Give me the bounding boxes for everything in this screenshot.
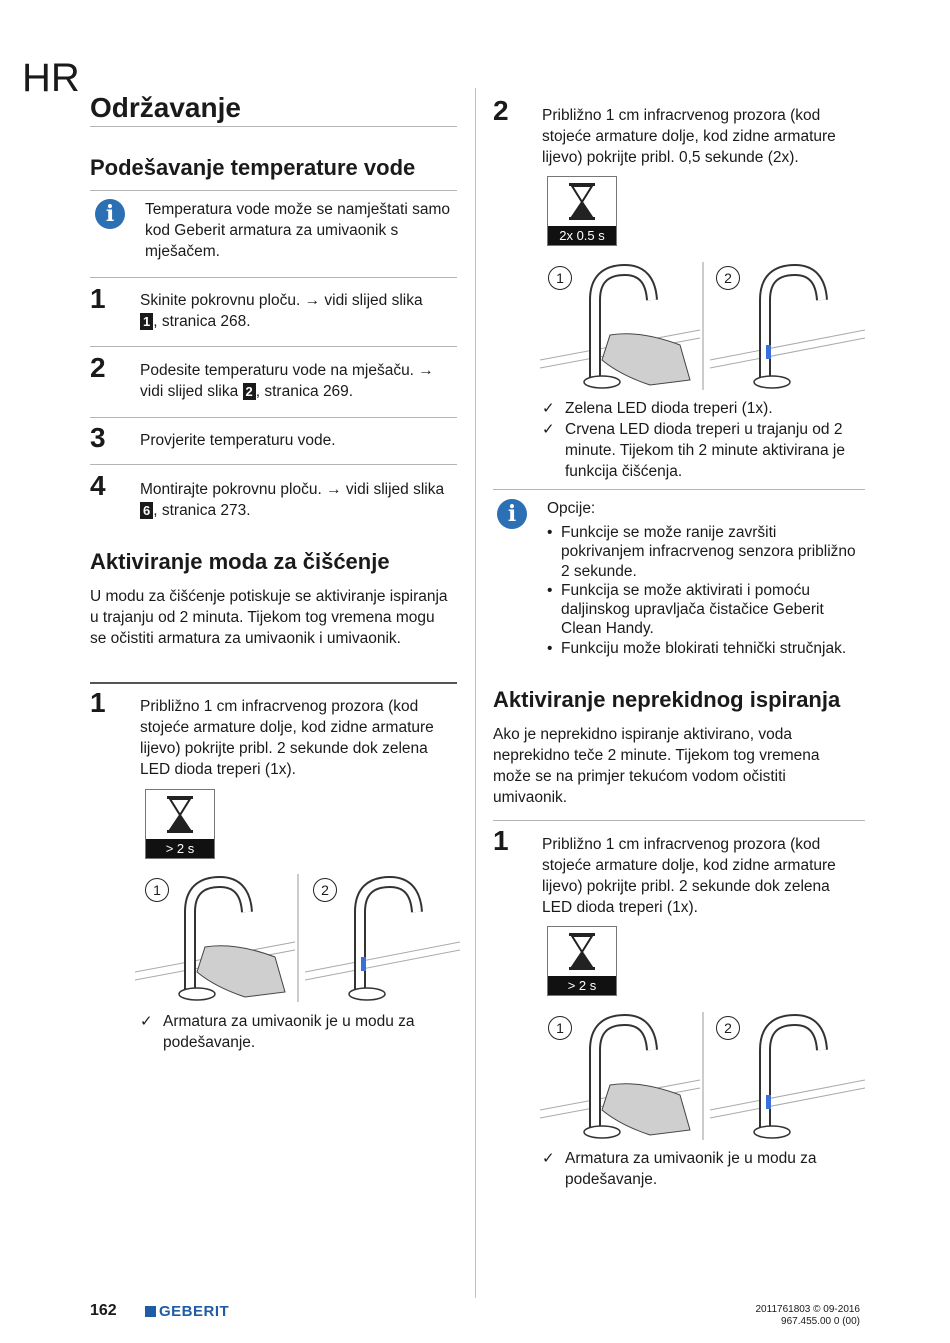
figure-label: 1 xyxy=(145,878,169,902)
figure-label: 2 xyxy=(716,1016,740,1040)
step-text-main: Podesite temperaturu vode na mješaču. → vidi slijed slika xyxy=(140,362,434,400)
step-number: 2 xyxy=(90,352,106,383)
step-number: 1 xyxy=(90,283,106,314)
hourglass-figure xyxy=(547,176,617,246)
brand-name: GEBERIT xyxy=(159,1303,230,1320)
brand-logo xyxy=(145,1303,229,1321)
result-item xyxy=(542,419,862,482)
result-item xyxy=(542,398,862,419)
figure-label: 2 xyxy=(716,266,740,290)
step-text-page: , stranica 273. xyxy=(153,502,251,519)
step-rule xyxy=(90,682,457,684)
result-text: Armatura za umivaonik je u modu za podešavanje. xyxy=(565,1150,817,1188)
step-number: 3 xyxy=(90,422,106,453)
checkmark-icon: ✓ xyxy=(542,1150,555,1167)
document-code xyxy=(700,1304,860,1328)
section-text: Ako je neprekidno ispiranje aktivirano, voda neprekidno teče 2 minute. Tijekom tog vremena može se na primjer tekućom vodom očistiti umivaonik. xyxy=(493,726,820,806)
hourglass-figure xyxy=(145,789,215,859)
page-title: Održavanje xyxy=(90,92,241,123)
step-number: 4 xyxy=(90,470,106,501)
section-text: U modu za čišćenje potiskuje se aktiviranje ispiranja u trajanju od 2 minuta. Tijekom tog vremena mogu se očistiti armatura za umivaonik i umivaonik. xyxy=(90,588,448,647)
step-text: Približno 1 cm infracrvenog prozora (kod stojeće armature dolje, kod zidne armature lijevo) pokrijte pribl. 2 sekunde dok zelena LED dioda treperi (1x). xyxy=(140,698,434,778)
step-text-page: , stranica 269. xyxy=(255,383,354,400)
figure-ref-badge: 1 xyxy=(140,313,153,330)
result-text: Zelena LED dioda treperi (1x). xyxy=(565,400,773,417)
info-icon: i xyxy=(497,499,527,529)
step-text: Približno 1 cm infracrvenog prozora (kod stojeće armature dolje, kod zidne armature lijevo) pokrijte pribl. 2 sekunde dok zelena LED dioda treperi (1x). xyxy=(542,836,836,916)
options-list xyxy=(547,523,862,658)
option-item: • Funkcije se može ranije završiti pokrivanjem infracrvenog senzora približno 2 sekunde. xyxy=(547,523,862,581)
section-rule xyxy=(493,489,865,490)
checkmark-icon: ✓ xyxy=(140,1013,153,1030)
step-text: Provjerite temperaturu vode. xyxy=(140,432,336,449)
result-item xyxy=(542,1148,857,1190)
checkmark-icon: ✓ xyxy=(542,421,555,438)
step-text-page: , stranica 268. xyxy=(153,313,251,330)
document-number: 2011761803 © 09-2016 xyxy=(755,1304,860,1315)
step-text xyxy=(140,479,460,521)
faucet-illustration xyxy=(540,260,865,395)
step-number: 1 xyxy=(493,825,509,856)
section-rule xyxy=(90,190,457,191)
figure-label: 2 xyxy=(313,878,337,902)
document-version: 967.455.00 0 (00) xyxy=(781,1316,860,1327)
step-rule xyxy=(493,820,865,821)
result-text: Armatura za umivaonik je u modu za podešavanje. xyxy=(163,1013,415,1051)
duration-label: 2x 0.5 s xyxy=(548,226,616,245)
result-text: Crvena LED dioda treperi u trajanju od 2 minute. Tijekom tih 2 minute aktivirana je funkcija čišćenja. xyxy=(565,421,845,480)
info-icon: i xyxy=(95,199,125,229)
result-list xyxy=(542,398,862,482)
step-rule xyxy=(90,417,457,418)
step-text xyxy=(140,360,450,402)
section-title-cleaning-mode: Aktiviranje moda za čišćenje xyxy=(90,549,390,574)
option-item: • Funkcija se može aktivirati i pomoću daljinskog upravljača čistačice Geberit Clean Handy. xyxy=(547,581,862,639)
logo-square-icon xyxy=(145,1306,156,1317)
step-number: 1 xyxy=(90,687,106,718)
section-title-water-temp: Podešavanje temperature vode xyxy=(90,155,416,180)
figure-label: 1 xyxy=(548,1016,572,1040)
page-number: 162 xyxy=(90,1302,117,1319)
hourglass-icon xyxy=(548,927,616,975)
language-tag: HR xyxy=(22,56,80,100)
step-number: 2 xyxy=(493,95,509,126)
duration-label: > 2 s xyxy=(548,976,616,995)
duration-label: > 2 s xyxy=(146,839,214,858)
section-title-continuous-flush: Aktiviranje neprekidnog ispiranja xyxy=(493,687,841,712)
column-divider xyxy=(475,88,476,1298)
option-item: • Funkciju može blokirati tehnički stručnjak. xyxy=(547,639,862,658)
result-item xyxy=(140,1011,450,1053)
figure-ref-badge: 6 xyxy=(140,502,153,519)
step-rule xyxy=(90,464,457,465)
checkmark-icon: ✓ xyxy=(542,400,555,417)
step-rule xyxy=(90,346,457,347)
figure-ref-badge: 2 xyxy=(243,383,256,400)
faucet-illustration xyxy=(135,872,460,1007)
hourglass-figure xyxy=(547,926,617,996)
faucet-drawing xyxy=(540,1010,865,1145)
faucet-illustration xyxy=(540,1010,865,1145)
options-title: Opcije: xyxy=(547,500,596,517)
info-rule xyxy=(90,277,457,278)
step-text-main: Montirajte pokrovnu ploču. → vidi slijed slika xyxy=(140,481,445,498)
step-text xyxy=(140,290,450,332)
figure-label: 1 xyxy=(548,266,572,290)
title-rule xyxy=(90,126,457,127)
faucet-drawing xyxy=(135,872,460,1007)
step-text: Približno 1 cm infracrvenog prozora (kod stojeće armature dolje, kod zidne armature lijevo) pokrijte pribl. 0,5 sekunde (2x). xyxy=(542,107,836,166)
hourglass-icon xyxy=(548,177,616,225)
faucet-drawing xyxy=(540,260,865,395)
step-text-main: Skinite pokrovnu ploču. → vidi slijed slika xyxy=(140,292,423,309)
hourglass-icon xyxy=(146,790,214,838)
info-text: Temperatura vode može se namještati samo kod Geberit armatura za umivaonik s mješačem. xyxy=(145,201,450,260)
